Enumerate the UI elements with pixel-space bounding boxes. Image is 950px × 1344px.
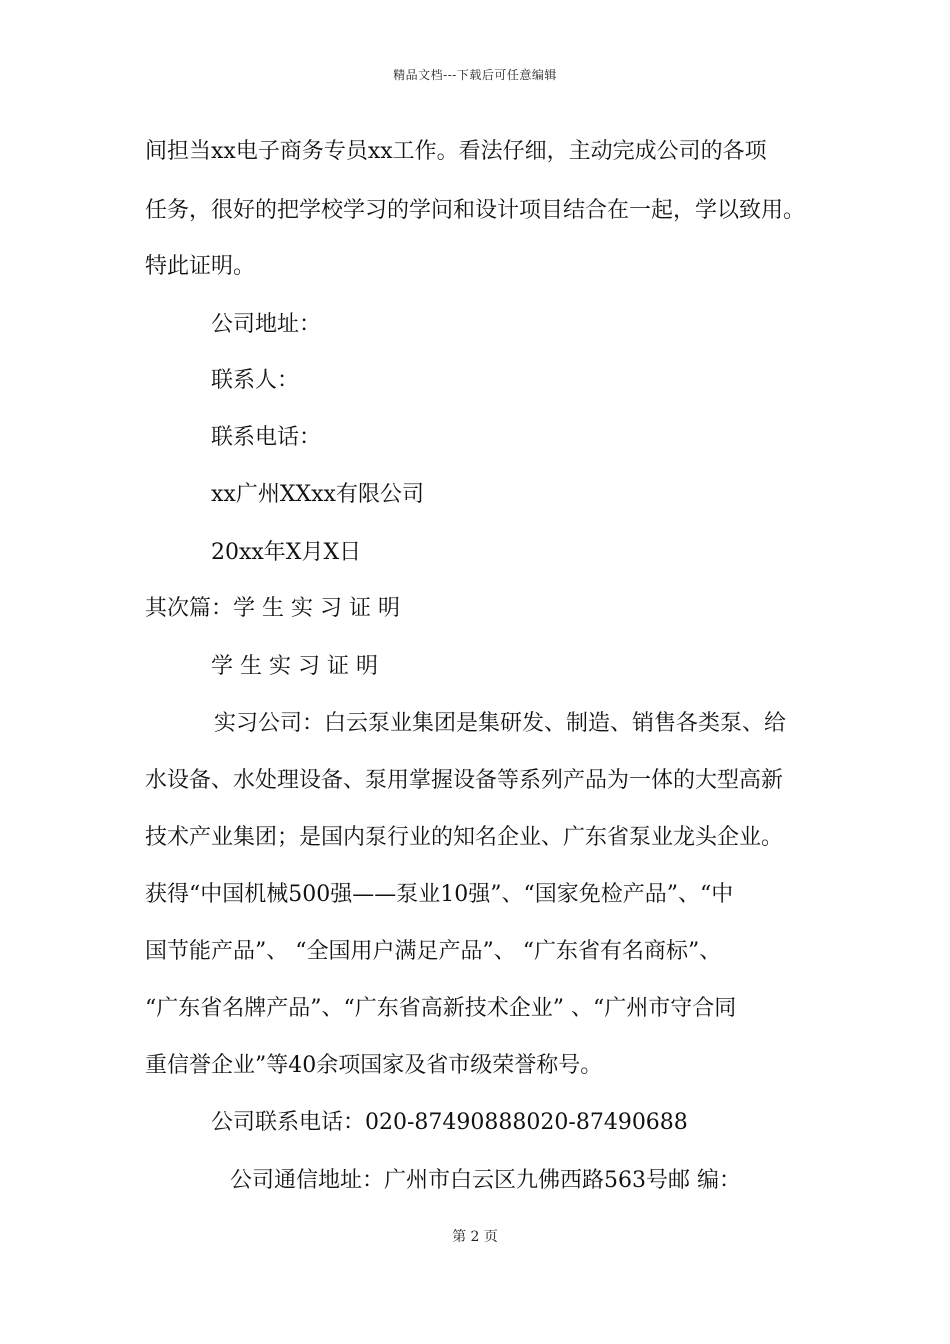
company-address-label: 公司地址：	[211, 312, 322, 337]
paragraph-line: 特此证明。	[145, 254, 256, 279]
section-title: 其次篇：学 生 实 习 证 明	[145, 596, 400, 621]
company-phone-line: 公司联系电话：020-87490888020-87490688	[211, 1110, 688, 1135]
paragraph-line: 水设备、水处理设备、泵用掌握设备等系列产品为一体的大型高新	[145, 768, 784, 793]
date-line: 20xx年X月X日	[211, 540, 362, 565]
paragraph-line: 国节能产品”、 “全国用户满足产品”、 “广东省有名商标”、	[145, 939, 722, 964]
company-name: xx广州XXxx有限公司	[211, 482, 424, 507]
page-number: 第 2 页	[452, 1229, 498, 1245]
paragraph-line: 获得“中国机械500强——泵业10强”、“国家免检产品”、“中	[145, 882, 734, 907]
paragraph-line: 任务，很好的把学校学习的学问和设计项目结合在一起，学以致用。	[145, 198, 806, 223]
paragraph-line: 实习公司：白云泵业集团是集研发、制造、销售各类泵、给	[214, 711, 787, 736]
paragraph-line: 技术产业集团；是国内泵行业的知名企业、广东省泵业龙头企业。	[145, 825, 784, 850]
company-mail-address-line: 公司通信地址：广州市白云区九佛西路563号邮 编：	[230, 1168, 741, 1193]
contact-phone-label: 联系电话：	[211, 425, 322, 450]
paragraph-line: 重信誉企业”等40余项国家及省市级荣誉称号。	[145, 1053, 603, 1078]
page-header: 精品文档---下载后可任意编辑	[393, 68, 557, 82]
paragraph-line: 间担当xx电子商务专员xx工作。看法仔细，主动完成公司的各项	[145, 139, 767, 164]
contact-person-label: 联系人：	[211, 368, 300, 393]
document-heading: 学 生 实 习 证 明	[211, 654, 378, 679]
paragraph-line: “广东省名牌产品”、“广东省高新技术企业” 、“广州市守合同	[145, 996, 737, 1021]
